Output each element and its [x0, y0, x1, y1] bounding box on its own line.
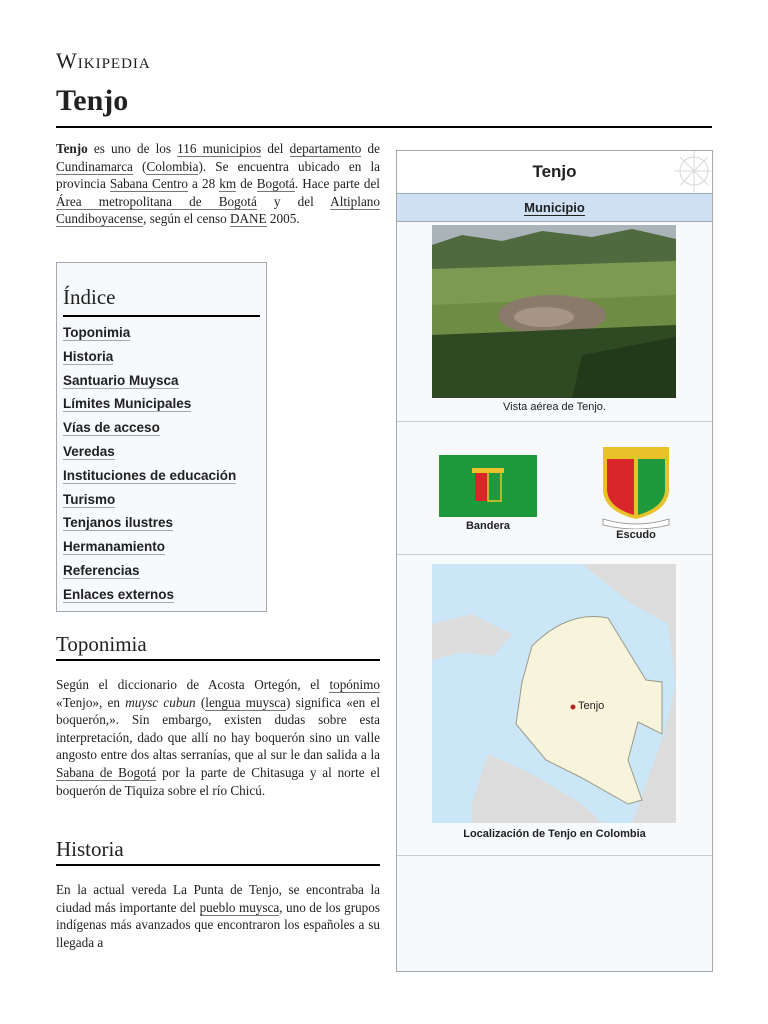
table-of-contents [56, 262, 267, 612]
toc-title: Índice [63, 285, 116, 309]
coat-of-arms-image[interactable] [597, 445, 675, 529]
link-dane[interactable]: DANE [229, 211, 267, 227]
toc-item[interactable]: Turismo [63, 491, 116, 507]
link-sabana-de-bogota[interactable]: Sabana de Bogotá [56, 764, 157, 780]
heading-toponimia: Toponimia [56, 632, 147, 656]
wikipedia-wordmark[interactable]: Wikipedia [56, 48, 151, 73]
compass-rose-icon [642, 151, 712, 192]
historia-paragraph: En la actual vereda La Punta de Tenjo, se encontraba la ciudad más importante del pueblo muysca, uno de los grupos indígenas más avanzados que encontraron los españoles a su llegada a [56, 882, 380, 950]
aerial-photo[interactable] [432, 225, 676, 398]
toponimia-paragraph: Según el diccionario de Acosta Ortegón, el topónimo «Tenjo», en muysc cubun (lengua muysca) significa «en el boquerón,». Sin embargo, existen dudas sobre esta interpretación, dado que allí no hay boquerón sino un valle angosto entre dos altas serranías, que al sur le dan salida a la Sabana de Bogotá por la parte de Chitasuga y al norte el boquerón de Tiquiza sobre el río Chicú. [56, 677, 380, 798]
infobox [396, 150, 713, 972]
infobox-divider [397, 421, 712, 422]
shield-label: Escudo [616, 529, 656, 541]
map-marker-label: Tenjo [578, 700, 605, 712]
link-pueblo-muysca[interactable]: pueblo muysca [199, 899, 280, 915]
infobox-subtitle[interactable]: Municipio [397, 193, 712, 222]
toc-item[interactable]: Toponimia [63, 325, 131, 340]
toc-item[interactable]: Referencias [63, 562, 140, 578]
toc-divider [63, 315, 260, 317]
section-divider [56, 864, 380, 866]
section-divider [56, 659, 380, 661]
link-toponimo[interactable]: topónimo [329, 677, 380, 692]
link-altiplano[interactable]: Altiplano Cundiboyacense [56, 193, 380, 227]
link-lengua-muysca[interactable]: lengua muysca [205, 694, 286, 710]
link-cundinamarca[interactable]: Cundinamarca [56, 158, 133, 174]
map-caption: Localización de Tenjo en Colombia [463, 828, 646, 840]
heading-historia: Historia [56, 837, 124, 861]
infobox-divider [397, 554, 712, 555]
toc-list [63, 321, 236, 607]
infobox-title: Tenjo [397, 151, 712, 192]
link-sabana-centro[interactable]: Sabana Centro [109, 176, 188, 192]
flag-label: Bandera [465, 520, 511, 532]
toc-item[interactable]: Veredas [63, 443, 115, 459]
toc-item[interactable]: Historia [63, 348, 114, 364]
toc-item[interactable]: Límites Municipales [63, 396, 192, 412]
link-km[interactable]: km [219, 176, 237, 192]
toc-item[interactable]: Hermanamiento [63, 539, 166, 555]
link-area-metropolitana[interactable]: Área metropolitana de Bogotá [56, 193, 257, 209]
location-map[interactable] [432, 564, 676, 823]
infobox-divider [397, 855, 712, 856]
toc-item[interactable]: Instituciones de educación [63, 467, 237, 483]
page-title: Tenjo [56, 84, 129, 117]
link-colombia[interactable]: Colombia [146, 158, 199, 174]
flag-image[interactable] [439, 455, 537, 517]
toc-item[interactable]: Vías de acceso [63, 420, 160, 436]
toc-item[interactable]: Enlaces externos [63, 586, 175, 602]
photo-caption: Vista aérea de Tenjo. [503, 401, 606, 413]
toc-item[interactable]: Tenjanos ilustres [63, 515, 174, 531]
link-bogota[interactable]: Bogotá [256, 176, 295, 192]
intro-paragraph: Tenjo es uno de los 116 municipios del departamento de Cundinamarca (Colombia). Se encuentra ubicado en la provincia Sabana Centro a 28 km de Bogotá. Hace parte del Área metropolitana de Bogotá y del Altiplano Cundiboyacense, según el censo DANE 2005. [56, 141, 380, 227]
link-116-municipios[interactable]: 116 municipios [177, 141, 262, 156]
link-departamento[interactable]: departamento [289, 141, 362, 156]
toc-item[interactable]: Santuario Muysca [63, 372, 179, 388]
title-divider [56, 126, 712, 128]
